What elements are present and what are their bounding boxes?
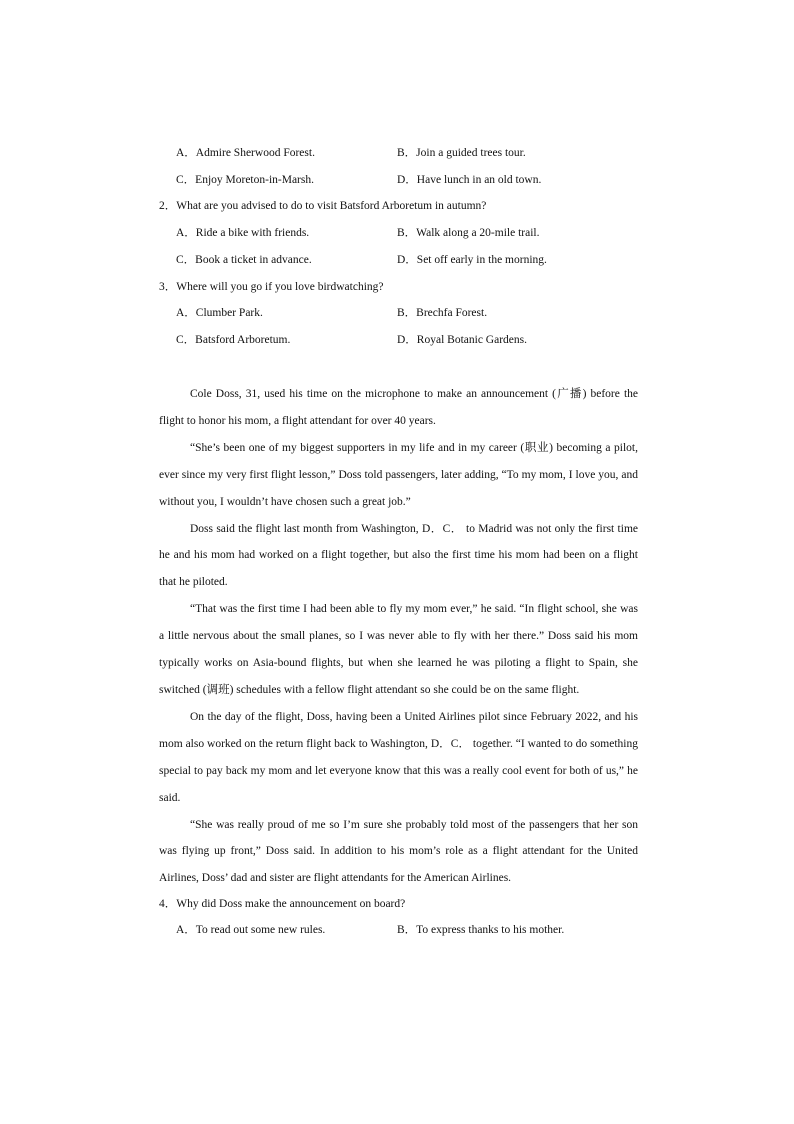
passage-paragraph: Doss said the flight last month from Washington, D．C． to Madrid was not only the first time he and his mom had worked on a flight together, but also the first time his mom had been on a flight that he piloted. — [159, 522, 638, 589]
q1-option-a: A．Admire Sherwood Forest. — [176, 147, 315, 159]
q1-option-b: B．Join a guided trees tour. — [397, 147, 526, 159]
q1-option-d: D．Have lunch in an old town. — [397, 174, 542, 186]
q3-options-row-2 — [176, 332, 646, 348]
q4-options-row-1 — [176, 922, 646, 938]
q3-option-d: D．Royal Botanic Gardens. — [397, 334, 527, 346]
q2-option-c: C．Book a ticket in advance. — [176, 254, 312, 266]
passage-paragraph: Cole Doss, 31, used his time on the microphone to make an announcement (广播) before the flight to honor his mom, a flight attendant for over 40 years. — [159, 388, 638, 427]
q2-option-d: D．Set off early in the morning. — [397, 254, 547, 266]
q4-option-b: B．To express thanks to his mother. — [397, 924, 565, 936]
passage-paragraph: “She’s been one of my biggest supporters in my life and in my career (职业) becoming a pilot, ever since my very first flight lesson,” Doss told passengers, later adding, “To my mom, I love you, and without you, I wouldn’t have chosen such a great job.” — [159, 441, 638, 508]
passage-paragraph: “She was really proud of me so I’m sure she probably told most of the passengers that her son was flying up front,” Doss said. In addition to his mom’s role as a flight attendant for the United Airlines, Doss’ dad and sister are flight attendants for the American Airlines. — [159, 818, 638, 885]
passage-paragraph: On the day of the flight, Doss, having been a United Airlines pilot since February 2022, and his mom also worked on the return flight back to Washington, D．C． together. “I wanted to do something special to pay back my mom and let everyone know that this was a really cool event for both of us,” he said. — [159, 710, 638, 804]
passage-paragraph: “That was the first time I had been able to fly my mom ever,” he said. “In flight school, she was a little nervous about the small planes, so I was never able to fly with her there.” Doss said his mom typically works on Asia-bound flights, but when she learned he was piloting a flight to Spain, she switched (调班) schedules with a fellow flight attendant so she could be on the same flight. — [159, 603, 638, 696]
q2-option-b: B．Walk along a 20-mile trail. — [397, 227, 540, 239]
q3-options-row-1 — [176, 305, 646, 321]
q1-options-row-2 — [176, 172, 646, 188]
q3-stem: 3．Where will you go if you love birdwatching? — [159, 281, 384, 293]
q3-option-b: B．Brechfa Forest. — [397, 307, 488, 319]
q2-options-row-2 — [176, 252, 646, 268]
q2-options-row-1 — [176, 225, 646, 241]
q4-option-a: A．To read out some new rules. — [176, 924, 326, 936]
q3-option-a: A．Clumber Park. — [176, 307, 263, 319]
q3-option-c: C．Batsford Arboretum. — [176, 334, 291, 346]
q4-stem: 4．Why did Doss make the announcement on board? — [159, 898, 406, 910]
reading-passage — [159, 381, 638, 892]
q1-options-row-1 — [176, 145, 646, 161]
q1-option-c: C．Enjoy Moreton-in-Marsh. — [176, 174, 314, 186]
q2-option-a: A．Ride a bike with friends. — [176, 227, 310, 239]
q2-stem: 2．What are you advised to do to visit Batsford Arboretum in autumn? — [159, 200, 487, 212]
